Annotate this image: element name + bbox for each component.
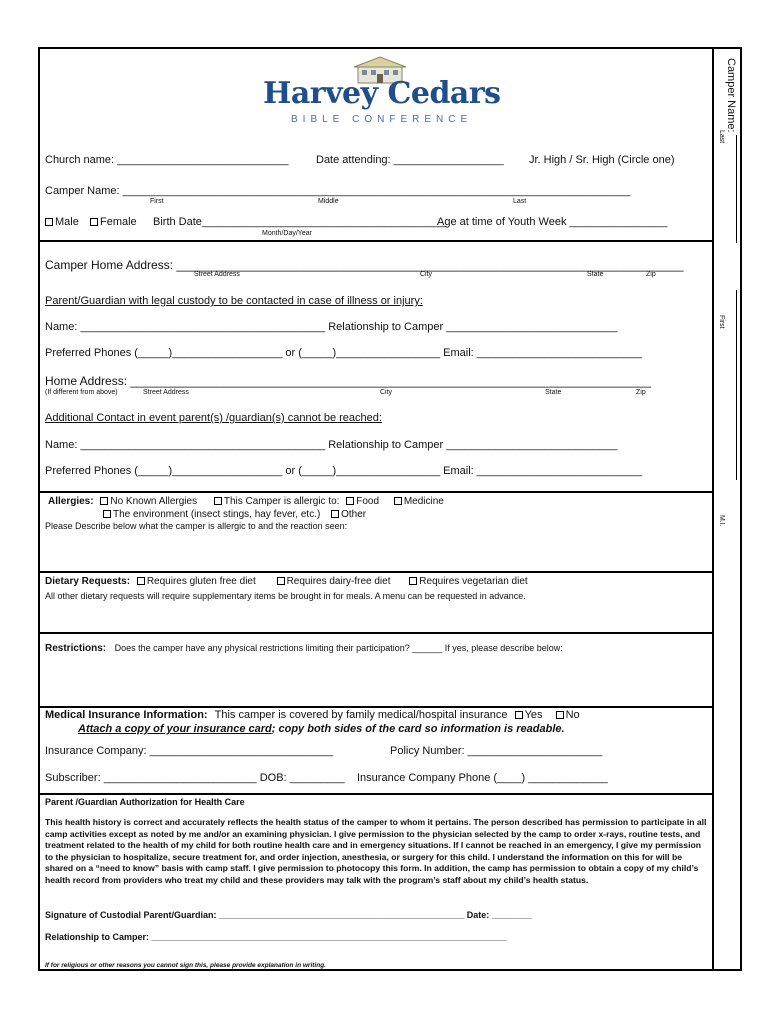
footnote: If for religious or other reasons you cannot sign this, please provide explanation in writing. xyxy=(45,962,326,969)
auth-heading: Parent /Guardian Authorization for Health Care xyxy=(45,797,245,807)
additional-phones-field[interactable]: Preferred Phones (_____)__________________ or (_____)_________________ Email: ___________________________ xyxy=(45,465,642,477)
sidebar-line-first xyxy=(736,290,737,480)
parent-zip-hint: Zip xyxy=(636,389,646,396)
logo-tagline: BIBLE CONFERENCE xyxy=(291,114,473,125)
restrictions-row xyxy=(45,638,563,656)
insurance-phone-field[interactable]: Insurance Company Phone (____) _____________ xyxy=(357,772,608,784)
insurance-label: Medical Insurance Information: xyxy=(45,709,208,721)
section-divider xyxy=(38,632,712,634)
attach-rest-text: ; copy both sides of the card so information is readable. xyxy=(271,723,565,735)
section-divider xyxy=(38,706,712,708)
home-address-field[interactable]: Camper Home Address: ____________________________________________________________________________ xyxy=(45,258,684,272)
sidebar-first-label: First xyxy=(718,315,725,329)
no-allergies-checkbox[interactable] xyxy=(100,497,108,505)
dietary-note: All other dietary requests will require supplementary items be brought in for meals. A menu can be requested in advance. xyxy=(45,591,526,601)
parent-state-hint: State xyxy=(545,389,562,396)
allergies-row xyxy=(48,496,444,507)
home-city-hint: City xyxy=(420,271,433,278)
medicine-label: Medicine xyxy=(403,496,444,507)
dairy-label: Requires dairy-free diet xyxy=(286,576,391,587)
checkbox-icon xyxy=(90,218,98,226)
insurance-no-label: No xyxy=(565,709,580,721)
church-name-field[interactable]: Church name: ____________________________ xyxy=(45,154,289,166)
male-checkbox[interactable] xyxy=(45,216,79,228)
insurance-covered-text: This camper is covered by family medical/hospital insurance xyxy=(214,709,508,721)
camper-middle-hint: Middle xyxy=(318,198,339,205)
additional-heading: Additional Contact in event parent(s) /guardian(s) cannot be reached: xyxy=(45,412,382,424)
other-label: Other xyxy=(341,509,367,520)
dietary-row xyxy=(45,576,528,587)
female-checkbox[interactable] xyxy=(90,216,137,228)
medicine-checkbox[interactable] xyxy=(394,497,402,505)
vegetarian-label: Requires vegetarian diet xyxy=(419,576,528,587)
grade-circle-field[interactable]: Jr. High / Sr. High (Circle one) xyxy=(529,154,675,166)
additional-name-field[interactable]: Name: ________________________________________ Relationship to Camper ____________________________ xyxy=(45,439,618,451)
allergic-checkbox[interactable] xyxy=(214,497,222,505)
attach-link-text: Attach a copy of your insurance card xyxy=(78,723,272,735)
female-label: Female xyxy=(100,216,137,228)
signature-field[interactable]: Signature of Custodial Parent/Guardian: _________________________________________________ Date: ________ xyxy=(45,910,532,920)
allergies-label: Allergies: xyxy=(48,496,94,507)
date-attending-field[interactable]: Date attending: __________________ xyxy=(316,154,504,166)
insurance-row xyxy=(45,709,580,721)
allergies-describe: Please Describe below what the camper is allergic to and the reaction seen: xyxy=(45,521,348,531)
insurance-company-field[interactable]: Insurance Company: ______________________________ xyxy=(45,745,334,757)
environment-label: The environment (insect stings, hay fever, etc.) xyxy=(113,509,321,520)
male-label: Male xyxy=(55,216,79,228)
restrictions-label: Restrictions: xyxy=(45,643,107,654)
birth-date-hint: Month/Day/Year xyxy=(262,230,312,237)
home-zip-hint: Zip xyxy=(646,271,656,278)
environment-row xyxy=(103,509,366,520)
camper-last-hint: Last xyxy=(513,198,527,205)
logo-name: Harvey Cedars xyxy=(263,76,501,111)
allergic-label: This Camper is allergic to: xyxy=(223,496,340,507)
camper-first-hint: First xyxy=(150,198,164,205)
checkbox-icon xyxy=(45,218,53,226)
camper-name-field[interactable]: Camper Name: ___________________________________________________________________________________ xyxy=(45,185,631,197)
insurance-yes-label: Yes xyxy=(524,709,543,721)
sidebar-line-last xyxy=(736,135,737,243)
restrictions-question[interactable]: Does the camper have any physical restrictions limiting their participation? ______ If yes, please describe below: xyxy=(114,643,563,653)
food-checkbox[interactable] xyxy=(346,497,354,505)
subscriber-field[interactable]: Subscriber: _________________________ DOB: _________ xyxy=(45,772,345,784)
section-divider xyxy=(38,491,712,493)
home-state-hint: State xyxy=(587,271,604,278)
gluten-label: Requires gluten free diet xyxy=(146,576,256,587)
policy-number-field[interactable]: Policy Number: ______________________ xyxy=(390,745,603,757)
attach-instruction xyxy=(78,723,565,735)
parent-name-field[interactable]: Name: ________________________________________ Relationship to Camper ____________________________ xyxy=(45,321,618,333)
food-label: Food xyxy=(356,496,380,507)
parent-city-hint: City xyxy=(380,389,393,396)
parent-address-hint: (If different from above) xyxy=(45,389,118,396)
gluten-checkbox[interactable] xyxy=(137,577,145,585)
environment-checkbox[interactable] xyxy=(103,510,111,518)
insurance-yes-checkbox[interactable] xyxy=(515,711,523,719)
sidebar-title: Camper Name: xyxy=(725,58,737,133)
parent-street-hint: Street Address xyxy=(143,389,189,396)
sidebar-mi-label: M.I. xyxy=(718,515,725,527)
birth-date-field[interactable]: Birth Date________________________________________ xyxy=(153,216,447,228)
dairy-checkbox[interactable] xyxy=(277,577,285,585)
parent-phones-field[interactable]: Preferred Phones (_____)__________________ or (_____)_________________ Email: ___________________________ xyxy=(45,347,642,359)
parent-heading: Parent/Guardian with legal custody to be contacted in case of illness or injury: xyxy=(45,295,423,307)
insurance-no-checkbox[interactable] xyxy=(556,711,564,719)
section-divider xyxy=(38,571,712,573)
other-checkbox[interactable] xyxy=(331,510,339,518)
no-allergies-label: No Known Allergies xyxy=(110,496,198,507)
auth-body: This health history is correct and accurately reflects the health status of the camper to whom it pertains. The person described has permission to participate in all camp activities except as noted by me and/or an examining physician. I give permission to the physician selected by the camp to order x-rays, routine tests, and treatment related to the health of my child for both routine health care and in emergency situations. If I cannot be reached in an emergency, I give my permission to the physician to hospitalize, secure treatment for, and order injection, anesthesia, or surgery for this child. I understand the information on this for will be shared on a “need to know” basis with camp staff. I give permission to photocopy this form. In addition, the camp has permission to obtain a copy of my child’s health record from providers who treat my child and these providers may talk with the program’s staff about my child’s health status. xyxy=(45,817,707,885)
relationship-field[interactable]: Relationship to Camper: _______________________________________________________________________ xyxy=(45,932,507,942)
age-field[interactable]: Age at time of Youth Week ________________ xyxy=(437,216,668,228)
home-street-hint: Street Address xyxy=(194,271,240,278)
section-divider xyxy=(38,240,712,242)
parent-home-address-field[interactable]: Home Address: ______________________________________________________________________________ xyxy=(45,374,651,388)
sidebar-last-label: Last xyxy=(718,130,725,144)
camper-name-sidebar xyxy=(712,47,744,971)
section-divider xyxy=(38,793,712,795)
vegetarian-checkbox[interactable] xyxy=(409,577,417,585)
dietary-label: Dietary Requests: xyxy=(45,576,131,587)
